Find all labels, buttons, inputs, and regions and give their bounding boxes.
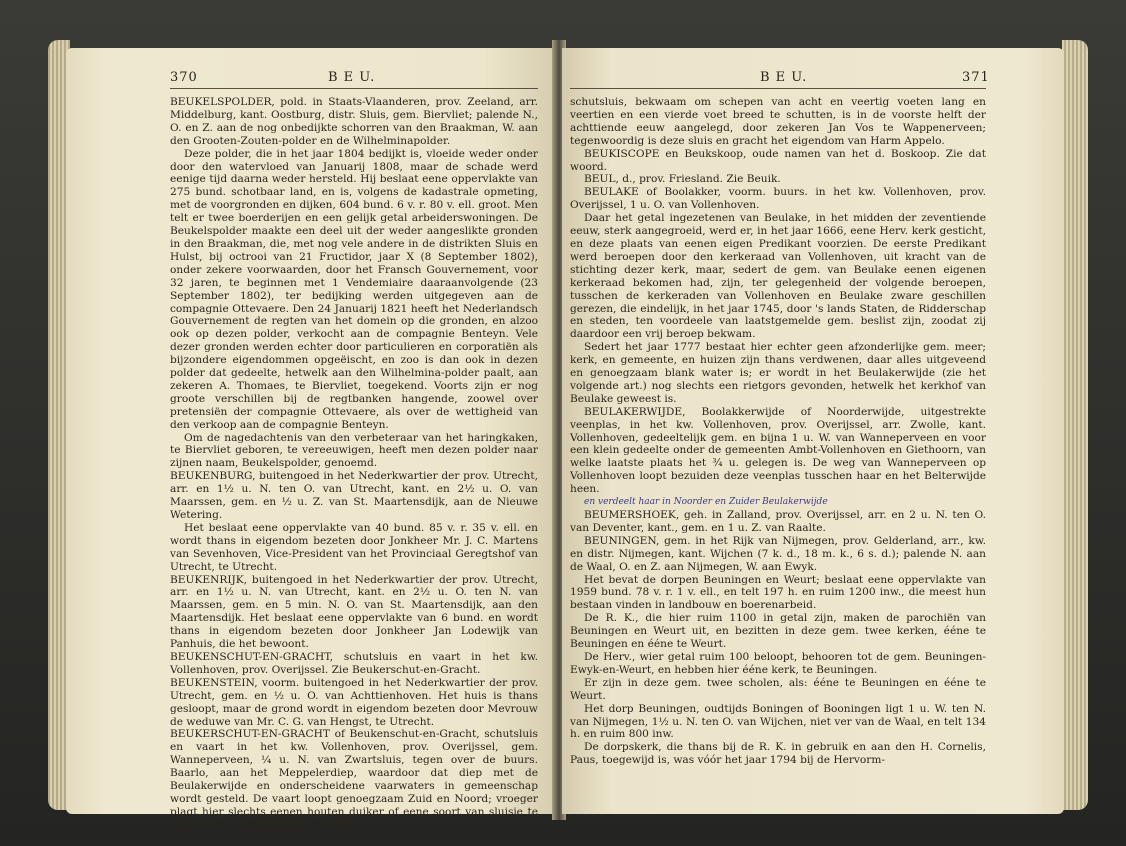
paragraph: BEUMERSHOEK, geh. in Zalland, prov. Overijssel, arr. en 2 u. N. ten O. van Deventer, kant., gem. en 1 u. Z. van Raalte.	[570, 509, 986, 534]
running-head-left: B E U.	[328, 70, 376, 85]
header-rule-left	[170, 88, 538, 89]
running-head-right: B E U.	[760, 70, 808, 85]
paragraph: BEUNINGEN, gem. in het Rijk van Nijmegen, prov. Gelderland, arr., kw. en distr. Nijmegen, kant. Wijchen (7 k. d., 18 m. k., 6 s. d.); palende N. aan de Waal, O. en Z. aan Nijmegen, W. aan Ewyk.	[570, 534, 986, 573]
paragraph: Deze polder, die in het jaar 1804 bedijkt is, vloeide weder onder door den watervloed van Januarij 1808, maar de schade werd eenige tijd daarna weder hersteld. Hij beslaat eene oppervlakte van 275 bund. schotbaar land, en is, volgens de kadastrale opmeting, met de voorgronden en dijken, 604 bund. 6 v. r. 80 v. ell. groot. Men telt er twee boerderijen en een gelijk getal arbeiderswoningen. De Beukelspolder maakte een deel uit der weder aangeslikte gronden in den Braakman, die, met nog vele andere in de distrikten Sluis en Hulst, bij octrooi van 21 Fructidor, jaar X (8 September 1802), onder zekere voorwaarden, door het Fransch Gouvernement, voor 32 jaren, te beginnen met 1 Vendemiaire daaraanvolgende (23 September 1802), ter bedijking werden uitgegeven aan de compagnie Ottevaere. Den 24 Januarij 1821 heeft het Nederlandsch Gouvernement de regten van het domein op die gronden, en alzoo ook op dezen polder, verkocht aan de compagnie Benteyn. Vele dezer gronden werden echter door particulieren en corporatiën als bijzondere eigendommen opgeëischt, en zoo is dan ook in dezen polder dat gedeelte, hetwelk aan den Wilhelmina-polder paalt, aan zekeren A. Thomaes, te Biervliet, toegekend. Voorts zijn er nog groote verschillen bij de regtbanken hangende, zoowel over pretensiën der compagnie Ottevaere, als over de wettigheid van den verkoop aan de compagnie Benteyn.	[170, 147, 538, 431]
paragraph: Daar het getal ingezetenen van Beulake, in het midden der zeventiende eeuw, sterk aangegroeid, werd er, in het jaar 1666, eene Herv. kerk gesticht, en deze plaats van eenen eigen Predikant voorzien. De eerste Predikant werd beroepen door den kerkeraad van Vollenhoven, uit kracht van de stichting dezer kerk, maar, sedert de gem. van Beulake eenen eigenen kerkeraad bekomen had, zijn, ter gelegenheid der volgende beroepen, tusschen de kerkeraden van Vollenhoven en Beulake zware geschillen gerezen, die eindelijk, in het jaar 1745, door 's lands Staten, de Ridderschap en steden, ten voordeele van laatstgemelde gem. beslist zijn, zoodat zij daardoor een vrij beroep bekwam.	[570, 212, 986, 341]
paragraph: De dorpskerk, die thans bij de R. K. in gebruik en aan den H. Cornelis, Paus, toegewijd is, was vóór het jaar 1794 bij de Hervorm-	[570, 741, 986, 767]
paragraph: BEUL, d., prov. Friesland. Zie Beuik.	[584, 173, 781, 186]
header-rule-right	[570, 88, 986, 89]
page-edges-right	[1062, 40, 1088, 810]
right-page	[562, 48, 1064, 814]
paragraph: BEULAKERWIJDE, Boolakkerwijde of Noorderwijde, uitgestrekte veenplas, in het kw. Vollenhoven, prov. Overijssel, arr. Zwolle, kant. Vollenhoven, gedeeltelijk gem. en bijna 1 u. W. van Wanneperveen en voor een klein gedeelte onder de gemeenten Ambt-Vollenhoven en Giethoorn, van welke laatste plaats het ¾ u. gelegen is. De weg van Wanneperveen op Vollenhoven loopt bezuiden deze veenplas tusschen haar en het Belterwijde heen.	[570, 405, 986, 496]
paragraph: Er zijn in deze gem. twee scholen, als: ééne te Beuningen en ééne te Weurt.	[570, 676, 986, 702]
paragraph: BEUKENSTEIN, voorm. buitengoed in het Nederkwartier der prov. Utrecht, gem. en ½ u. O. van Achttienhoven. Het huis is thans gesloopt, maar de grond wordt in eigendom bezeten door Mevrouw de weduwe van Mr. C. G. van Hengst, te Utrecht.	[170, 676, 538, 728]
paragraph: De R. K., die hier ruim 1100 in getal zijn, maken de parochiën van Beuningen en Weurt uit, en bezitten in deze gem. twee kerken, ééne te Beuningen en ééne te Weurt.	[570, 612, 986, 651]
left-page-text	[170, 96, 538, 832]
paragraph: schutsluis, bekwaam om schepen van acht en veertig voeten lang en veertien en een vierde voet breed te schutten, is in de voorste helft der achttiende eeuw aangelegd, door zekeren Jan Vos te Wappenerveen; tegenwoordig is deze sluis en gracht het eigendom van Harm Appelo.	[570, 96, 986, 147]
paragraph: BEUKELSPOLDER, pold. in Staats-Vlaanderen, prov. Zeeland, arr. Middelburg, kant. Oostburg, distr. Sluis, gem. Biervliet; palende N., O. en Z. aan de nog onbedijkte schorren van den Braakman, W. aan den Grooten-Zouten-polder en de Wilhelminapolder.	[170, 96, 538, 147]
paragraph: De Herv., wier getal ruim 100 beloopt, behooren tot de gem. Beuningen-Ewyk-en-Weurt, en hebben hier ééne kerk, te Beuningen.	[570, 650, 986, 676]
page-number-left: 370	[170, 70, 198, 85]
paragraph: Het dorp Beuningen, oudtijds Boningen of Booningen ligt 1 u. W. ten N. van Nijmegen, 1½ u. N. ten O. van Wijchen, niet ver van de Waal, en telt 134 h. en ruim 800 inw.	[570, 702, 986, 741]
paragraph: BEUKISCOPE en Beukskoop, oude namen van het d. Boskoop. Zie dat woord.	[570, 147, 986, 173]
paragraph: BEUKERSCHUT-EN-GRACHT of Beukenschut-en-Gracht, schutsluis en vaart in het kw. Vollenhoven, prov. Overijssel, gem. Wanneperveen, ¼ u. N. van Zwartsluis, tegen over de buurs. Baarlo, aan het Meppelerdiep, waardoor dat diep met de Beulakerwijde en onderscheidene vaarwaters in gemeenschap wordt gesteld. De vaart loopt genoegzaam Zuid en Noord; vroeger plagt hier slechts eenen houten duiker of eene soort van sluisje te liggen. De tegenwoordige steenen	[170, 728, 538, 831]
paragraph: BEUKENSCHUT-EN-GRACHT, schutsluis en vaart in het kw. Vollenhoven, prov. Overijssel. Zie Beukerschut-en-Gracht.	[170, 650, 538, 676]
page-number-right: 371	[962, 70, 990, 85]
paragraph: BEUKENRIJK, buitengoed in het Nederkwartier der prov. Utrecht, arr. en 1½ u. N. van Utrecht, kant. en 2½ u. O. ten N. van Maarssen, gem. en 5 min. N. O. van St. Maartensdijk, aan den Maartensdijk. Het beslaat eene oppervlakte van 6 bund. en wordt thans in eigendom bezeten door Jonkheer Jan Lodewijk van Panhuis, die het bewoont.	[170, 573, 538, 651]
paragraph: Het bevat de dorpen Beuningen en Weurt; beslaat eene oppervlakte van 1959 bund. 78 v. r. 1 v. ell., en telt 197 h. en ruim 1200 inw., die meest hun bestaan vinden in landbouw en boerenarbeid.	[570, 573, 986, 612]
right-page-text	[570, 96, 986, 767]
paragraph: BEULAKE of Boolakker, voorm. buurs. in het kw. Vollenhoven, prov. Overijssel, 1 u. O. van Vollenhoven.	[570, 186, 986, 212]
paragraph: Om de nagedachtenis van den verbeteraar van het haringkaken, te Biervliet geboren, te vereeuwigen, heeft men dezen polder naar zijnen naam, Beukelspolder, genoemd.	[170, 431, 538, 470]
paragraph: BEUKENBURG, buitengoed in het Nederkwartier der prov. Utrecht, arr. en 1½ u. N. ten O. van Utrecht, kant. en 2½ u. O. van Maarssen, gem. en ½ u. Z. van St. Maartensdijk, aan de Nieuwe Wetering.	[170, 470, 538, 521]
left-page	[66, 48, 556, 831]
paragraph: Het beslaat eene oppervlakte van 40 bund. 85 v. r. 35 v. ell. en wordt thans in eigendom bezeten door Jonkheer Mr. J. C. Martens van Sevenhoven, Vice-President van het Provinciaal Geregtshof van Utrecht, te Utrecht.	[170, 521, 538, 573]
paragraph: Sedert het jaar 1777 bestaat hier echter geen afzonderlijke gem. meer; kerk, en gemeente, en huizen zijn thans verdwenen, daar alles uitgeveend en genoegzaam blank water is; er wordt in het Beulakerwijde (zie het volgende art.) nog slechts een rietgors gevonden, hetwelk het kerkhof van Beulake geweest is.	[570, 341, 986, 405]
handwritten-note: en verdeelt haar in Noorder en Zuider Beulakerwijde	[584, 497, 828, 508]
